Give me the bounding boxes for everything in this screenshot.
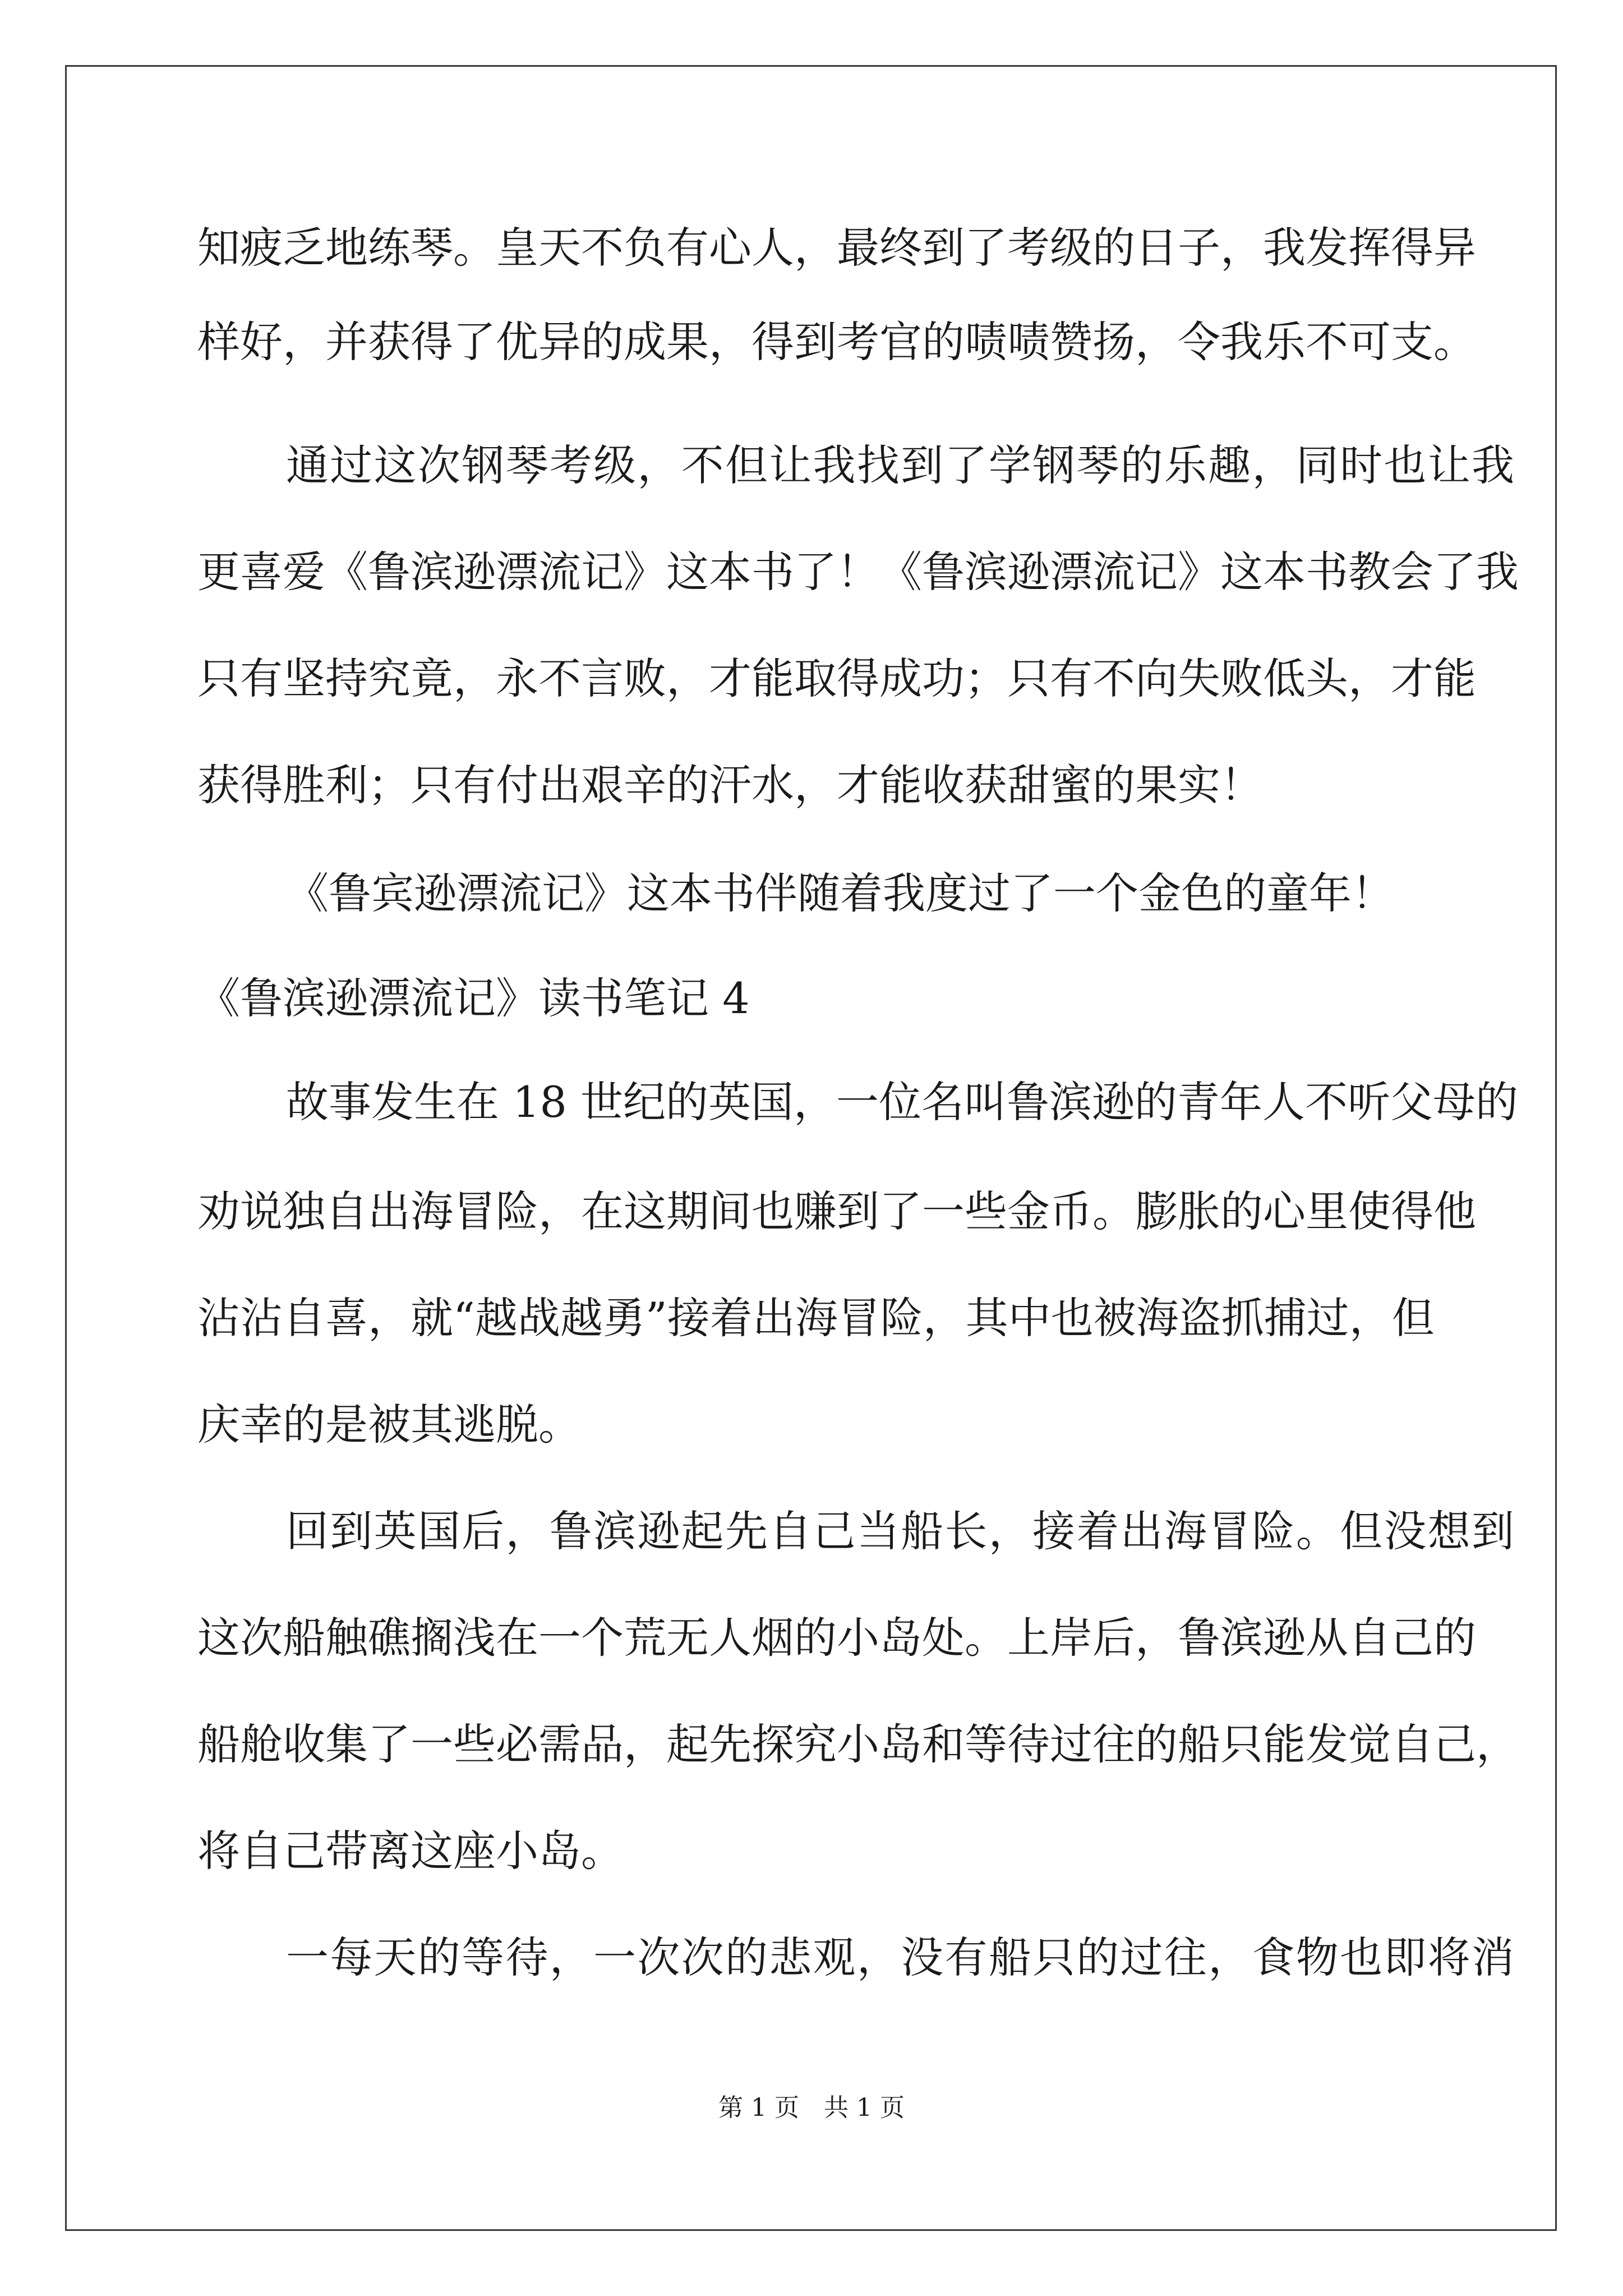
text-line: 船舱收集了一些必需品，起先探究小岛和等待过往的船只能发觉自己， [197, 1719, 1519, 1769]
text-line: 将自己带离这座小岛。 [197, 1826, 624, 1876]
text-line: 庆幸的是被其逃脱。 [197, 1400, 581, 1450]
page-number-footer: 第 1 页 共 1 页 [718, 2093, 905, 2122]
text-line: 故事发生在 18 世纪的英国，一位名叫鲁滨逊的青年人不听父母的 [286, 1077, 1519, 1127]
text-line: 一每天的等待，一次次的悲观，没有船只的过往，食物也即将消 [286, 1932, 1514, 1982]
section-heading: 《鲁滨逊漂流记》读书笔记 4 [197, 973, 750, 1023]
text-line: 这次船触礁搁浅在一个荒无人烟的小岛处。上岸后，鲁滨逊从自己的 [197, 1613, 1476, 1663]
text-line: 《鲁宾逊漂流记》这本书伴随着我度过了一个金色的童年！ [286, 868, 1394, 918]
text-line: 劝说独自出海冒险，在这期间也赚到了一些金币。膨胀的心里使得他 [197, 1186, 1476, 1236]
page-border [65, 65, 1557, 2231]
text-line: 回到英国后，鲁滨逊起先自己当船长，接着出海冒险。但没想到 [286, 1506, 1514, 1556]
text-line: 获得胜利；只有付出艰辛的汗水，才能收获甜蜜的果实！ [197, 760, 1263, 810]
text-line: 通过这次钢琴考级，不但让我找到了学钢琴的乐趣，同时也让我 [286, 440, 1514, 490]
text-line: 更喜爱《鲁滨逊漂流记》这本书了！《鲁滨逊漂流记》这本书教会了我 [197, 547, 1519, 597]
text-line: 样好，并获得了优异的成果，得到考官的啧啧赞扬，令我乐不可支。 [197, 317, 1476, 367]
text-line: 沾沾自喜，就“越战越勇”接着出海冒险，其中也被海盗抓捕过，但 [197, 1293, 1435, 1343]
text-line: 只有坚持究竟，永不言败，才能取得成功；只有不向失败低头，才能 [197, 654, 1476, 703]
text-line: 知疲乏地练琴。皇天不负有心人，最终到了考级的日子，我发挥得异 [197, 223, 1476, 273]
